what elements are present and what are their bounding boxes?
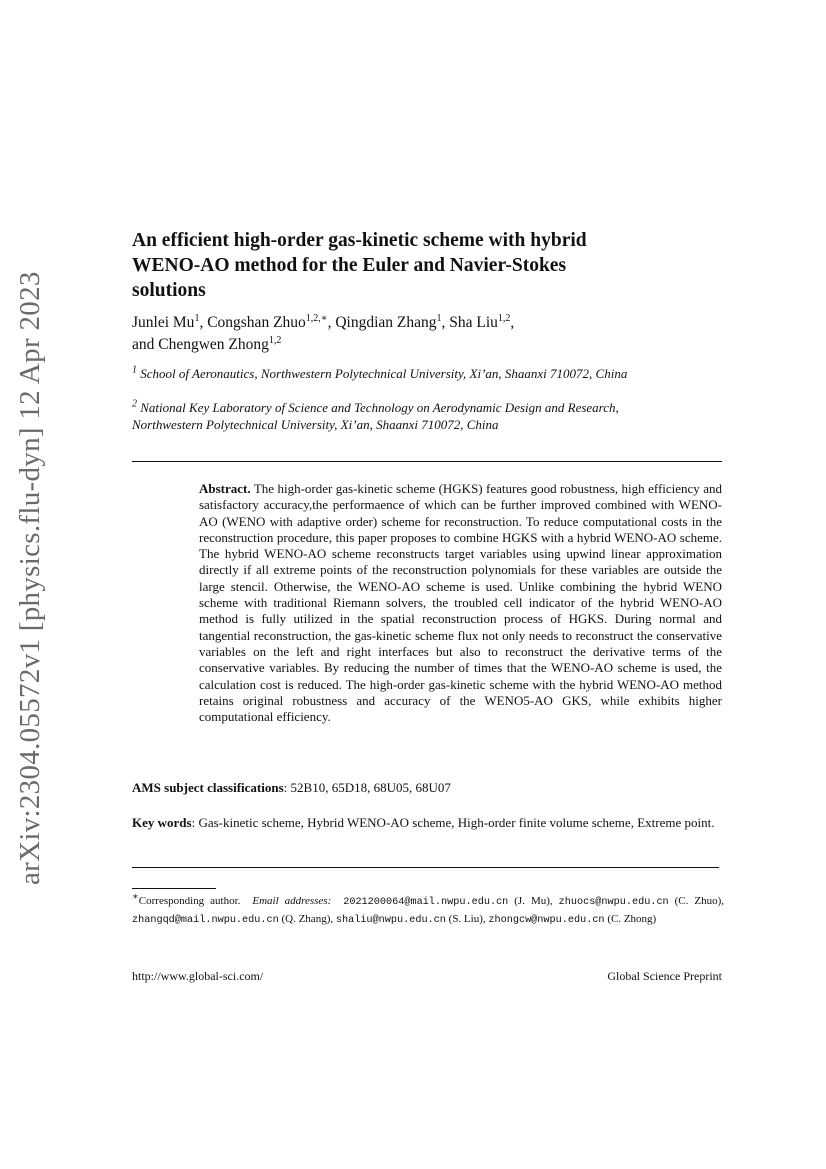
email-link[interactable]: 2021200064@mail.nwpu.edu.cn (343, 897, 509, 908)
author-list (132, 312, 632, 356)
abstract-text: The high-order gas-kinetic scheme (HGKS) features good robustness, high efficiency and satisfactory accuracy,the performaence of which can be further improved combined with WENO-AO (WENO with adaptive order) scheme for reconstruction. To reduce computational costs in the reconstruction procedure, this paper proposes to combine HGKS with a hybrid WENO-AO scheme. The hybrid WENO-AO scheme reconstructs target variables using upwind linear approximation directly if all extreme points of the reconstruction polynomials for these variables are outside the large stencil. Otherwise, the WENO-AO scheme is used. Unlike combining the hybrid WENO scheme with traditional Riemann solvers, the troubled cell indicator of the hybrid WENO-AO method is fully utilized in the spatial reconstruction process of HGKS. During normal and tangential reconstruction, the gas-kinetic scheme flux not only needs to reconstruct the conservative variables on the left and right interfaces but also to reconstruct the derivative terms of the conservative variables. By reducing the number of times that the WENO-AO scheme is used, the calculation cost is reduced. The high-order gas-kinetic scheme with the hybrid WENO-AO method retains original robustness and accuracy of the WENO5-AO GKS, while exhibits higher computational efficiency. (199, 481, 722, 725)
ams-text: : 52B10, 65D18, 68U05, 68U07 (283, 780, 451, 795)
author: Congshan Zhuo$^{1,2,∗}$, (207, 312, 336, 331)
abstract (199, 481, 722, 725)
top-divider (132, 461, 722, 462)
key-words (132, 814, 722, 831)
affiliation-2: $^2$ National Key Laboratory of Science and Technology on Aerodynamic Design and Research, Northwestern Polytechnical University, Xi’an, Shaanxi 710072, China (132, 398, 619, 432)
publisher-name: Global Science Preprint (607, 969, 722, 983)
affiliation-1: $^1$ School of Aeronautics, Northwestern Polytechnical University, Xi’an, Shaanxi 710072, China (132, 364, 628, 381)
ams-classifications (132, 779, 722, 796)
email-link[interactable]: zhongcw@nwpu.edu.cn (488, 915, 605, 927)
bottom-divider (132, 867, 719, 868)
author: Qingdian Zhang$^1$, (335, 312, 450, 331)
paper-title: An efficient high-order gas-kinetic scheme with hybrid WENO-AO method for the Euler and Navier-Stokes solutions (132, 230, 587, 301)
footnote-rule (132, 888, 216, 889)
author: Sha Liu$^{1,2}$, (449, 312, 515, 331)
arxiv-side-stamp: arXiv:2304.05572v1 [physics.flu-dyn] 12 Apr 2023 (14, 271, 46, 885)
keywords-label: Key words (132, 815, 192, 830)
journal-url[interactable]: http://www.global-sci.com/ (132, 969, 264, 983)
abstract-label: Abstract. (199, 481, 251, 496)
email-label: Email addresses: (252, 895, 332, 907)
author: Junlei Mu$^1$, (132, 312, 208, 331)
email-link[interactable]: zhuocs@nwpu.edu.cn (558, 897, 669, 908)
footnote: ∗Corresponding author. Email addresses: 2021200064@mail.nwpu.edu.cn (J. Mu), zhuocs@nwpu.edu.cn (C. Zhuo), zhangqd@mail.nwpu.edu.cn (Q. Zhang), shaliu@nwpu.edu.cn (S. Liu), zhongcw@nwpu.edu.cn (C. Zhong) (132, 891, 725, 927)
keywords-text: : Gas-kinetic scheme, Hybrid WENO-AO scheme, High-order finite volume scheme, Extreme point. (191, 815, 715, 830)
ams-label: AMS subject classifications (132, 780, 284, 795)
email-link[interactable]: shaliu@nwpu.edu.cn (335, 915, 446, 927)
email-link[interactable]: zhangqd@mail.nwpu.edu.cn (132, 915, 279, 927)
author: and Chengwen Zhong$^{1,2}$ (132, 334, 282, 353)
